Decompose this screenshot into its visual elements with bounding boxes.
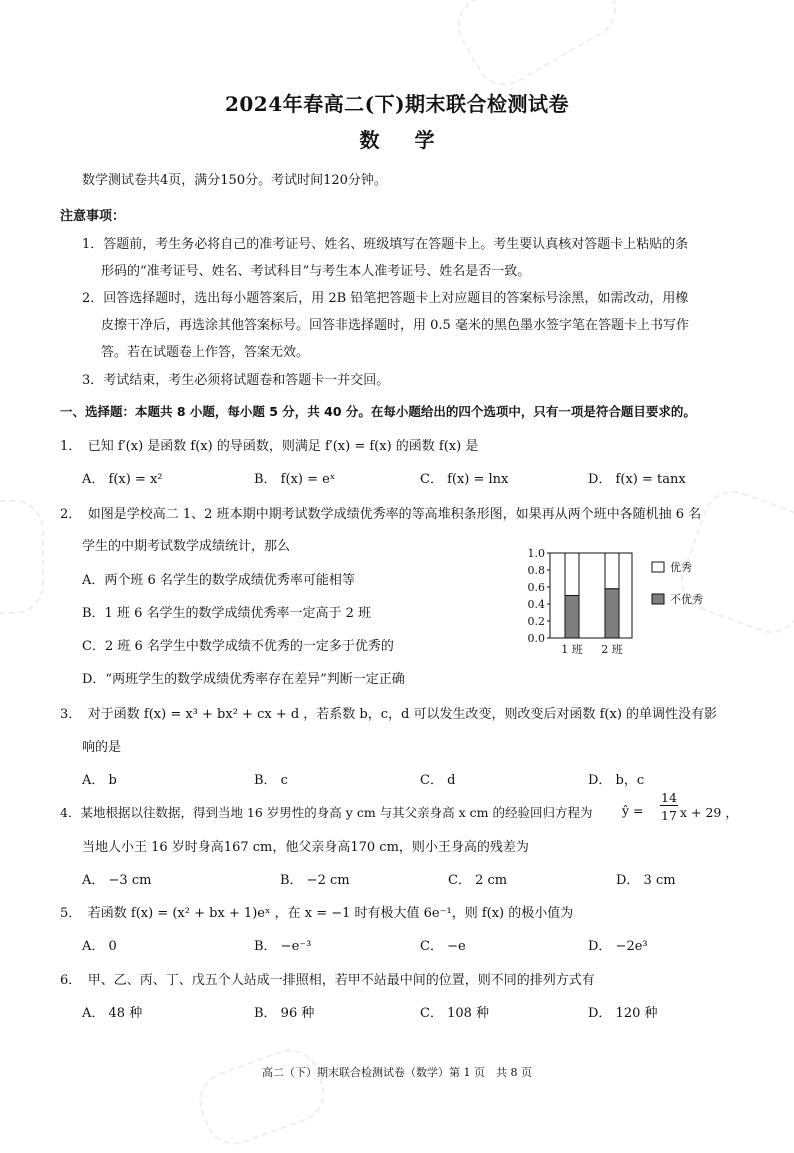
- option-b: B． 96 种: [254, 1006, 315, 1021]
- question-stem: 4．某地根据以往数据，得到当地 16 岁男性的身高 y cm 与其父亲身高 x cm 的经验回归方程为: [60, 805, 593, 820]
- y-tick-label: 0.2: [527, 615, 545, 628]
- option-a: A． 48 种: [82, 1006, 143, 1021]
- notice-item: 皮擦干净后，再选涂其他答案标号。回答非选择题时，用 0.5 毫米的黑色墨水签字笔在答题卡上书写作: [101, 318, 689, 333]
- x-tick-label: 2 班: [601, 643, 623, 656]
- y-tick-label: 1.0: [527, 547, 545, 560]
- notice-item: 形码的“准考证号、姓名、考试科目”与考生本人准考证号、姓名是否一致。: [101, 264, 531, 279]
- legend-swatch: [652, 594, 664, 604]
- option-a: A． −3 cm: [82, 873, 152, 888]
- option-d: D． 120 种: [588, 1006, 658, 1021]
- watermark-shape: [447, 0, 627, 96]
- page-footer: 高二（下）期末联合检测试卷（数学）第 1 页 共 8 页: [262, 1066, 532, 1079]
- option-b: B． f(x) = eˣ: [254, 472, 336, 487]
- option-c: C． f(x) = lnx: [420, 472, 509, 487]
- question-stem: 2． 如图是学校高二 1、2 班本期中期考试数学成绩优秀率的等高堆积条形图，如果再从两个班中各随机抽 6 名: [60, 507, 702, 522]
- option-b: B．1 班 6 名学生的数学成绩优秀率一定高于 2 班: [82, 606, 372, 621]
- option-a: A． f(x) = x²: [82, 472, 163, 487]
- exam-title: 2024年春高二(下)期末联合检测试卷: [224, 92, 570, 116]
- notice-item: 1．答题前，考生务必将自己的准考证号、姓名、班级填写在答题卡上。考生要认真核对答题卡上粘贴的条: [82, 237, 689, 252]
- question-stem-continued: 学生的中期考试数学成绩统计，那么: [82, 539, 291, 554]
- notice-heading: 注意事项：: [60, 209, 126, 224]
- bar-segment: [605, 589, 619, 638]
- question-stem-continued: 响的是: [82, 740, 122, 755]
- fraction-numerator: 14: [661, 790, 677, 805]
- option-b: B． c: [254, 773, 288, 788]
- fraction-denominator: 17: [661, 808, 677, 823]
- option-d: D． 3 cm: [616, 873, 676, 888]
- subject-title: 数 学: [359, 128, 449, 152]
- question-stem: 6． 甲、乙、丙、丁、戊五个人站成一排照相，若甲不站最中间的位置，则不同的排列方式有: [60, 973, 595, 988]
- option-b: B． −e⁻³: [254, 939, 312, 954]
- notice-item: 3．考试结束，考生必须将试题卷和答题卡一并交回。: [82, 373, 390, 388]
- notice-item: 2．回答选择题时，选出每小题答案后，用 2B 铅笔把答题卡上对应题目的答案标号涂黑，如需改动，用橡: [82, 291, 689, 306]
- intro-text: 数学测试卷共4页，满分150分。考试时间120分钟。: [82, 173, 387, 188]
- y-tick-label: 0.8: [527, 564, 545, 577]
- watermark-shape: [0, 500, 44, 614]
- question-stem-continued: 当地人小王 16 岁时身高167 cm，他父亲身高170 cm，则小王身高的残差为: [82, 840, 529, 855]
- question-stem: 5． 若函数 f(x) = (x² + bx + 1)eˣ ，在 x = −1 时有极大值 6e⁻¹，则 f(x) 的极小值为: [60, 906, 574, 921]
- option-c: C． 2 cm: [448, 873, 508, 888]
- x-tick-label: 1 班: [561, 643, 583, 656]
- bar-segment: [605, 553, 619, 589]
- section-heading: 一、选择题：本题共 8 小题，每小题 5 分，共 40 分。在每小题给出的四个选项中，只有一项是符合题目要求的。: [60, 404, 696, 419]
- legend-swatch: [652, 562, 664, 572]
- regression-rhs: x + 29 ，: [680, 805, 738, 820]
- option-d: D． f(x) = tanx: [588, 472, 686, 487]
- option-c: C． 108 种: [420, 1006, 490, 1021]
- option-a: A． b: [82, 773, 117, 788]
- option-b: B． −2 cm: [280, 873, 350, 888]
- stacked-bar-chart: [520, 545, 730, 665]
- y-tick-label: 0.6: [527, 581, 545, 594]
- option-c: C． d: [420, 773, 456, 788]
- y-tick-label: 0.4: [527, 598, 545, 611]
- watermark-shape: [191, 1041, 333, 1153]
- legend-label: 优秀: [670, 561, 692, 574]
- option-d: D． b，c: [588, 773, 645, 788]
- option-d: D． −2e³: [588, 939, 648, 954]
- y-tick-label: 0.0: [527, 632, 545, 645]
- notice-item: 答。若在试题卷上作答，答案无效。: [101, 345, 310, 360]
- plot-frame: [550, 553, 632, 638]
- legend-label: 不优秀: [670, 593, 703, 606]
- question-stem: 1． 已知 f′(x) 是函数 f(x) 的导函数，则满足 f′(x) = f(x) 的函数 f(x) 是: [60, 439, 479, 454]
- question-stem: 3． 对于函数 f(x) = x³ + bx² + cx + d ，若系数 b，c，d 可以发生改变，则改变后对函数 f(x) 的单调性没有影: [60, 707, 718, 722]
- option-c: C．2 班 6 名学生中数学成绩不优秀的一定多于优秀的: [82, 639, 394, 654]
- bar-segment: [565, 596, 579, 639]
- option-d: D．“两班学生的数学成绩优秀率存在差异”判断一定正确: [82, 672, 405, 687]
- option-a: A． 0: [82, 939, 117, 954]
- bar-segment: [565, 553, 579, 596]
- regression-lhs: ŷ =: [622, 803, 644, 818]
- option-a: A．两个班 6 名学生的数学成绩优秀率可能相等: [82, 573, 355, 588]
- option-c: C． −e: [420, 939, 466, 954]
